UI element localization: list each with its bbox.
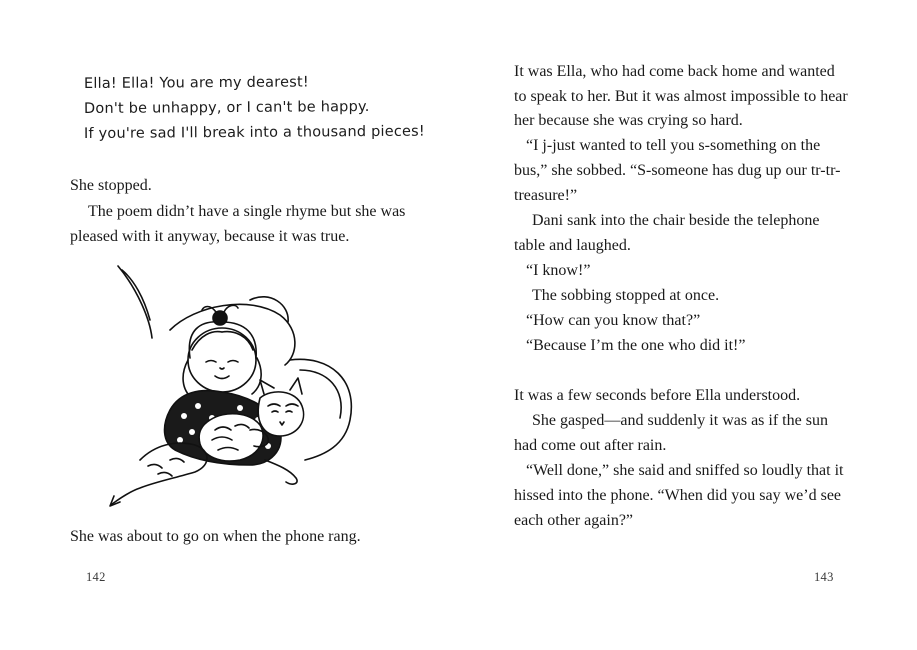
text-line: each other again?” <box>514 512 634 529</box>
paragraph-phone-rang: She was about to go on when the phone rang. <box>70 528 361 545</box>
page-number-right: 143 <box>814 570 834 584</box>
text-line: to speak to her. But it was almost impossible to hear <box>514 88 848 105</box>
text-line: table and laughed. <box>514 237 631 254</box>
text-line: “I know!” <box>526 262 591 279</box>
poem-line: Ella! Ella! You are my dearest! <box>83 74 309 92</box>
paragraph-she-stopped: She stopped. <box>70 177 152 194</box>
text-line: treasure!” <box>514 187 578 204</box>
text-line: hissed into the phone. “When did you say we’d see <box>514 487 842 504</box>
text-line: had come out after rain. <box>514 437 667 454</box>
paragraph-poem-line-1: The poem didn’t have a single rhyme but she was <box>88 203 406 220</box>
text-line: her because she was crying so hard. <box>514 112 743 129</box>
poem-line: If you're sad I'll break into a thousand pieces! <box>83 123 425 142</box>
page-number-left: 142 <box>86 570 106 584</box>
text-line: “Because I’m the one who did it!” <box>526 337 746 354</box>
left-page <box>0 0 458 650</box>
right-page <box>458 0 917 650</box>
text-line: “Well done,” she said and sniffed so loudly that it <box>526 462 844 479</box>
text-line: It was Ella, who had come back home and wanted <box>514 63 835 80</box>
handwritten-poem <box>84 72 425 147</box>
text-line: She gasped—and suddenly it was as if the sun <box>532 412 828 429</box>
illustration-girl-with-cat <box>100 260 365 515</box>
text-line: “How can you know that?” <box>526 312 701 329</box>
paragraph-poem-line-2: pleased with it anyway, because it was true. <box>70 228 350 245</box>
text-line: It was a few seconds before Ella understood. <box>514 387 801 404</box>
poem-line: Don't be unhappy, or I can't be happy. <box>83 99 370 117</box>
text-line: Dani sank into the chair beside the telephone <box>532 212 820 229</box>
text-line: bus,” she sobbed. “S-someone has dug up our tr-tr- <box>514 162 841 179</box>
text-line: “I j-just wanted to tell you s-something on the <box>526 137 821 154</box>
text-line: The sobbing stopped at once. <box>532 287 720 304</box>
